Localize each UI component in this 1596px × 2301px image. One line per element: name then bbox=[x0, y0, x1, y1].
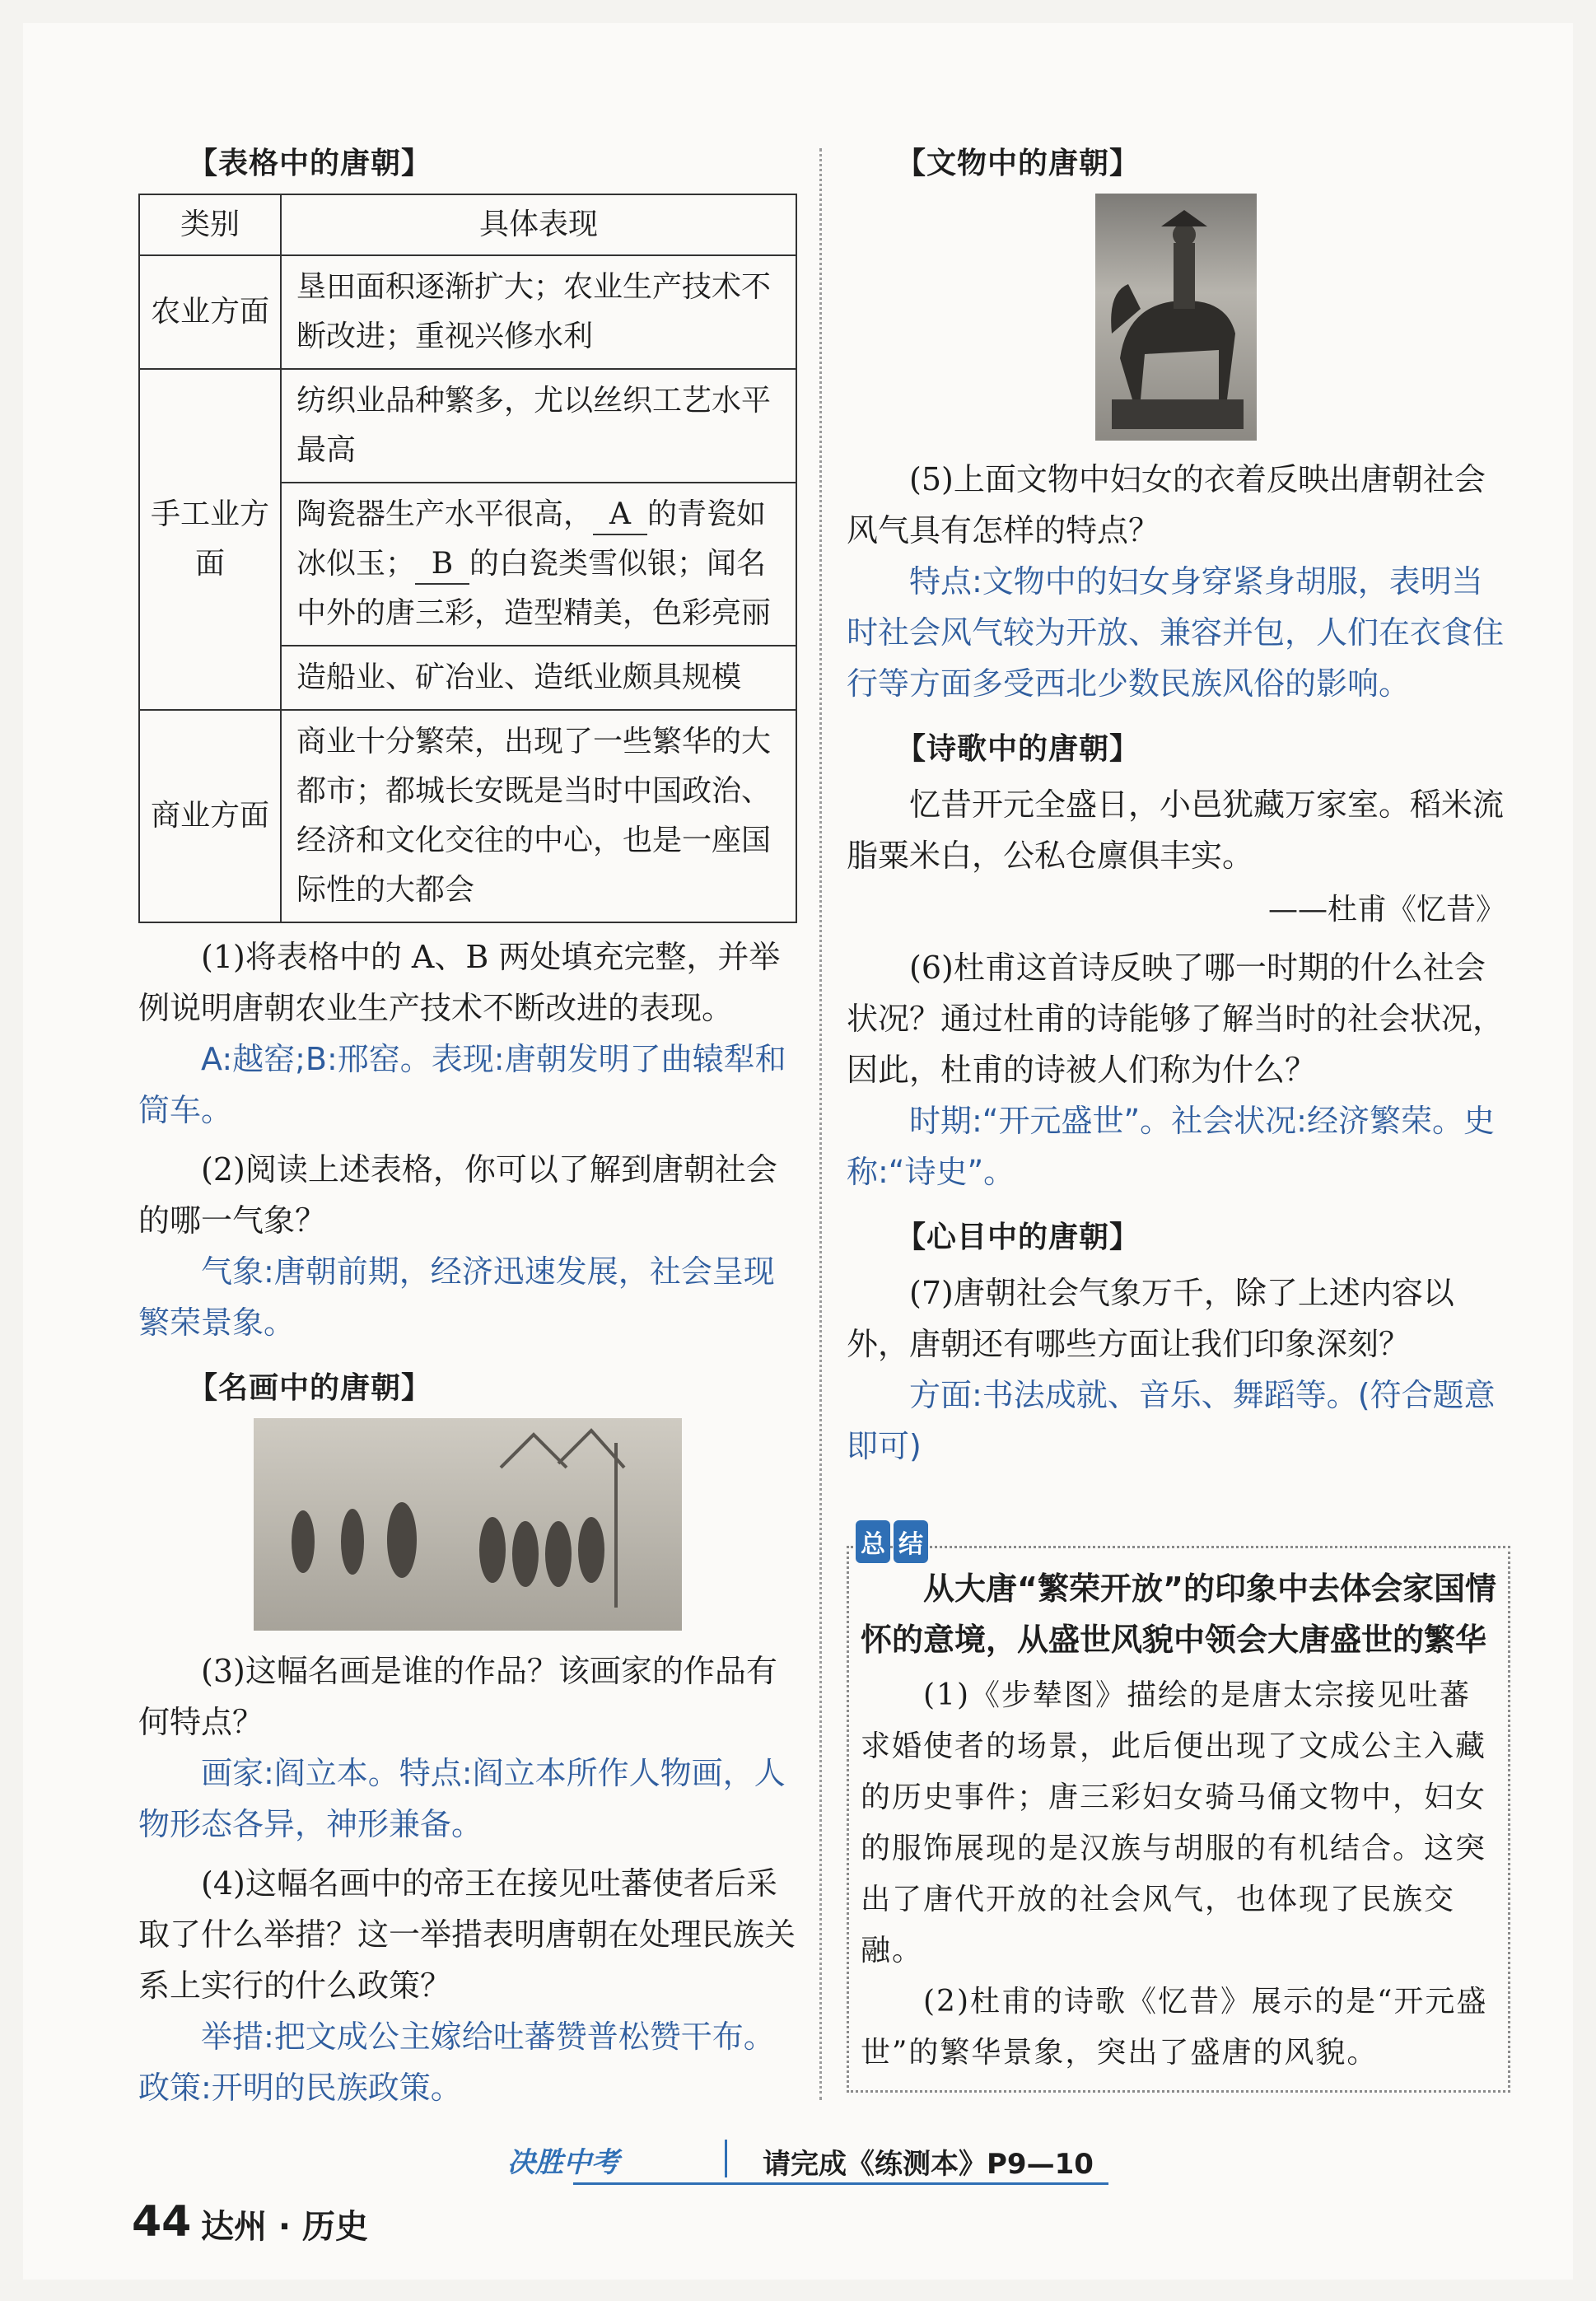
header-category: 类别 bbox=[139, 194, 281, 255]
table-section-title: 【表格中的唐朝】 bbox=[188, 147, 432, 180]
ceramics-text-2: 的青瓷如冰似玉； bbox=[296, 497, 767, 581]
blank-a: A bbox=[593, 496, 647, 535]
page-number: 44 bbox=[132, 2197, 192, 2247]
question-3: (3)这幅名画是谁的作品？该画家的作品有何特点？ bbox=[138, 1653, 777, 1740]
craft-detail-ceramics bbox=[281, 483, 796, 646]
table-row bbox=[139, 369, 796, 483]
relic-statue-image bbox=[1095, 194, 1257, 441]
footer-logo: 决胜中考 bbox=[507, 2146, 619, 2179]
craft-detail-textile: 纺织业品种繁多，尤以丝织工艺水平最高 bbox=[281, 369, 796, 483]
answer-3: 画家:阎立本。特点:阎立本所作人物画，人物形态各异，神形兼备。 bbox=[138, 1755, 786, 1842]
header-detail: 具体表现 bbox=[281, 194, 796, 255]
table-header-row bbox=[139, 194, 796, 255]
summary-badge-char-2: 结 bbox=[894, 1520, 928, 1563]
answer-1: A:越窑;B:邢窑。表现:唐朝发明了曲辕犁和筒车。 bbox=[138, 1041, 786, 1128]
table-row bbox=[139, 710, 796, 922]
painting-image bbox=[254, 1418, 682, 1631]
ceramics-text-1: 陶瓷器生产水平很高， bbox=[296, 497, 594, 531]
question-6: (6)杜甫这首诗反映了哪一时期的什么社会状况？通过杜甫的诗能够了解当时的社会状况，因此，杜甫的诗被人们称为什么？ bbox=[847, 950, 1505, 1088]
footer-underline bbox=[573, 2182, 1108, 2185]
region-subject: 达州 · 历史 bbox=[201, 2208, 369, 2246]
answer-5: 特点:文物中的妇女身穿紧身胡服，表明当时社会风气较为开放、兼容并包，人们在衣食住行等方面多受西北少数民族风俗的影响。 bbox=[847, 563, 1505, 702]
summary-badge-char-1: 总 bbox=[856, 1520, 890, 1563]
agriculture-detail: 垦田面积逐渐扩大；农业生产技术不断改进；重视兴修水利 bbox=[281, 255, 796, 369]
painting-figures bbox=[254, 1418, 682, 1631]
answer-4: 举措:把文成公主嫁给吐蕃赞普松赞干布。政策:开明的民族政策。 bbox=[138, 2019, 775, 2106]
question-4: (4)这幅名画中的帝王在接见吐蕃使者后采取了什么举措？这一举措表明唐朝在处理民族关系上实行的什么政策？ bbox=[138, 1865, 796, 2004]
poem-source: ——杜甫《忆昔》 bbox=[1267, 893, 1505, 926]
cat-agriculture: 农业方面 bbox=[139, 255, 281, 369]
question-7: (7)唐朝社会气象万千，除了上述内容以外，唐朝还有哪些方面让我们印象深刻？ bbox=[847, 1275, 1454, 1362]
answer-7: 方面:书法成就、音乐、舞蹈等。(符合题意即可) bbox=[847, 1377, 1496, 1464]
poem-section-title: 【诗歌中的唐朝】 bbox=[896, 732, 1141, 766]
table-row bbox=[139, 255, 796, 369]
poem-text: 忆昔开元全盛日，小邑犹藏万家室。稻米流脂粟米白，公私仓廪俱丰实。 bbox=[847, 786, 1505, 874]
ceramics-text-3: 的白瓷类雪似银；闻名中外的唐三彩，造型精美，色彩亮丽 bbox=[296, 547, 772, 630]
summary-paragraph-2: (2)杜甫的诗歌《忆昔》展示的是“开元盛世”的繁华景象，突出了盛唐的风貌。 bbox=[861, 1985, 1488, 2070]
question-2: (2)阅读上述表格，你可以了解到唐朝社会的哪一气象？ bbox=[138, 1151, 777, 1239]
answer-2: 气象:唐朝前期，经济迅速发展，社会呈现繁荣景象。 bbox=[138, 1253, 775, 1341]
tang-table bbox=[138, 194, 797, 923]
left-column bbox=[138, 124, 797, 2113]
craft-detail-industry: 造船业、矿冶业、造纸业颇具规模 bbox=[281, 646, 796, 710]
blank-b: B bbox=[415, 545, 469, 585]
summary-badge bbox=[856, 1520, 928, 1563]
summary-heading: 从大唐“繁荣开放”的印象中去体会家国情怀的意境，从盛世风貌中领会大唐盛世的繁华 bbox=[861, 1571, 1496, 1658]
footer-bar bbox=[507, 2133, 1117, 2191]
cat-handicraft: 手工业方面 bbox=[139, 369, 281, 710]
horse-rider-figure bbox=[1095, 194, 1257, 441]
column-divider bbox=[819, 148, 822, 2100]
painting-section-title: 【名画中的唐朝】 bbox=[188, 1371, 432, 1405]
footer-separator bbox=[725, 2140, 727, 2177]
relic-section-title: 【文物中的唐朝】 bbox=[896, 147, 1141, 180]
question-5: (5)上面文物中妇女的衣着反映出唐朝社会风气具有怎样的特点？ bbox=[847, 461, 1486, 548]
summary-paragraph-1: (1)《步辇图》描绘的是唐太宗接见吐蕃求婚使者的场景，此后便出现了文成公主入藏的历史事件；唐三彩妇女骑马俑文物中，妇女的服饰展现的是汉族与胡服的有机结合。这突出了唐代开放的社会风气，也体现了民族交融。 bbox=[861, 1678, 1487, 1967]
footer-instruction: 请完成《练测本》P9—10 bbox=[763, 2148, 1094, 2181]
cat-commerce: 商业方面 bbox=[139, 710, 281, 922]
summary-box bbox=[847, 1530, 1510, 2093]
commerce-detail: 商业十分繁荣，出现了一些繁华的大都市；都城长安既是当时中国政治、经济和文化交往的中心，也是一座国际性的大都会 bbox=[281, 710, 796, 922]
answer-6: 时期:“开元盛世”。社会状况:经济繁荣。史称:“诗史”。 bbox=[847, 1103, 1495, 1190]
right-column bbox=[847, 124, 1505, 2093]
mind-section-title: 【心目中的唐朝】 bbox=[896, 1221, 1141, 1254]
question-1: (1)将表格中的 A、B 两处填充完整，并举例说明唐朝农业生产技术不断改进的表现。 bbox=[138, 939, 781, 1026]
